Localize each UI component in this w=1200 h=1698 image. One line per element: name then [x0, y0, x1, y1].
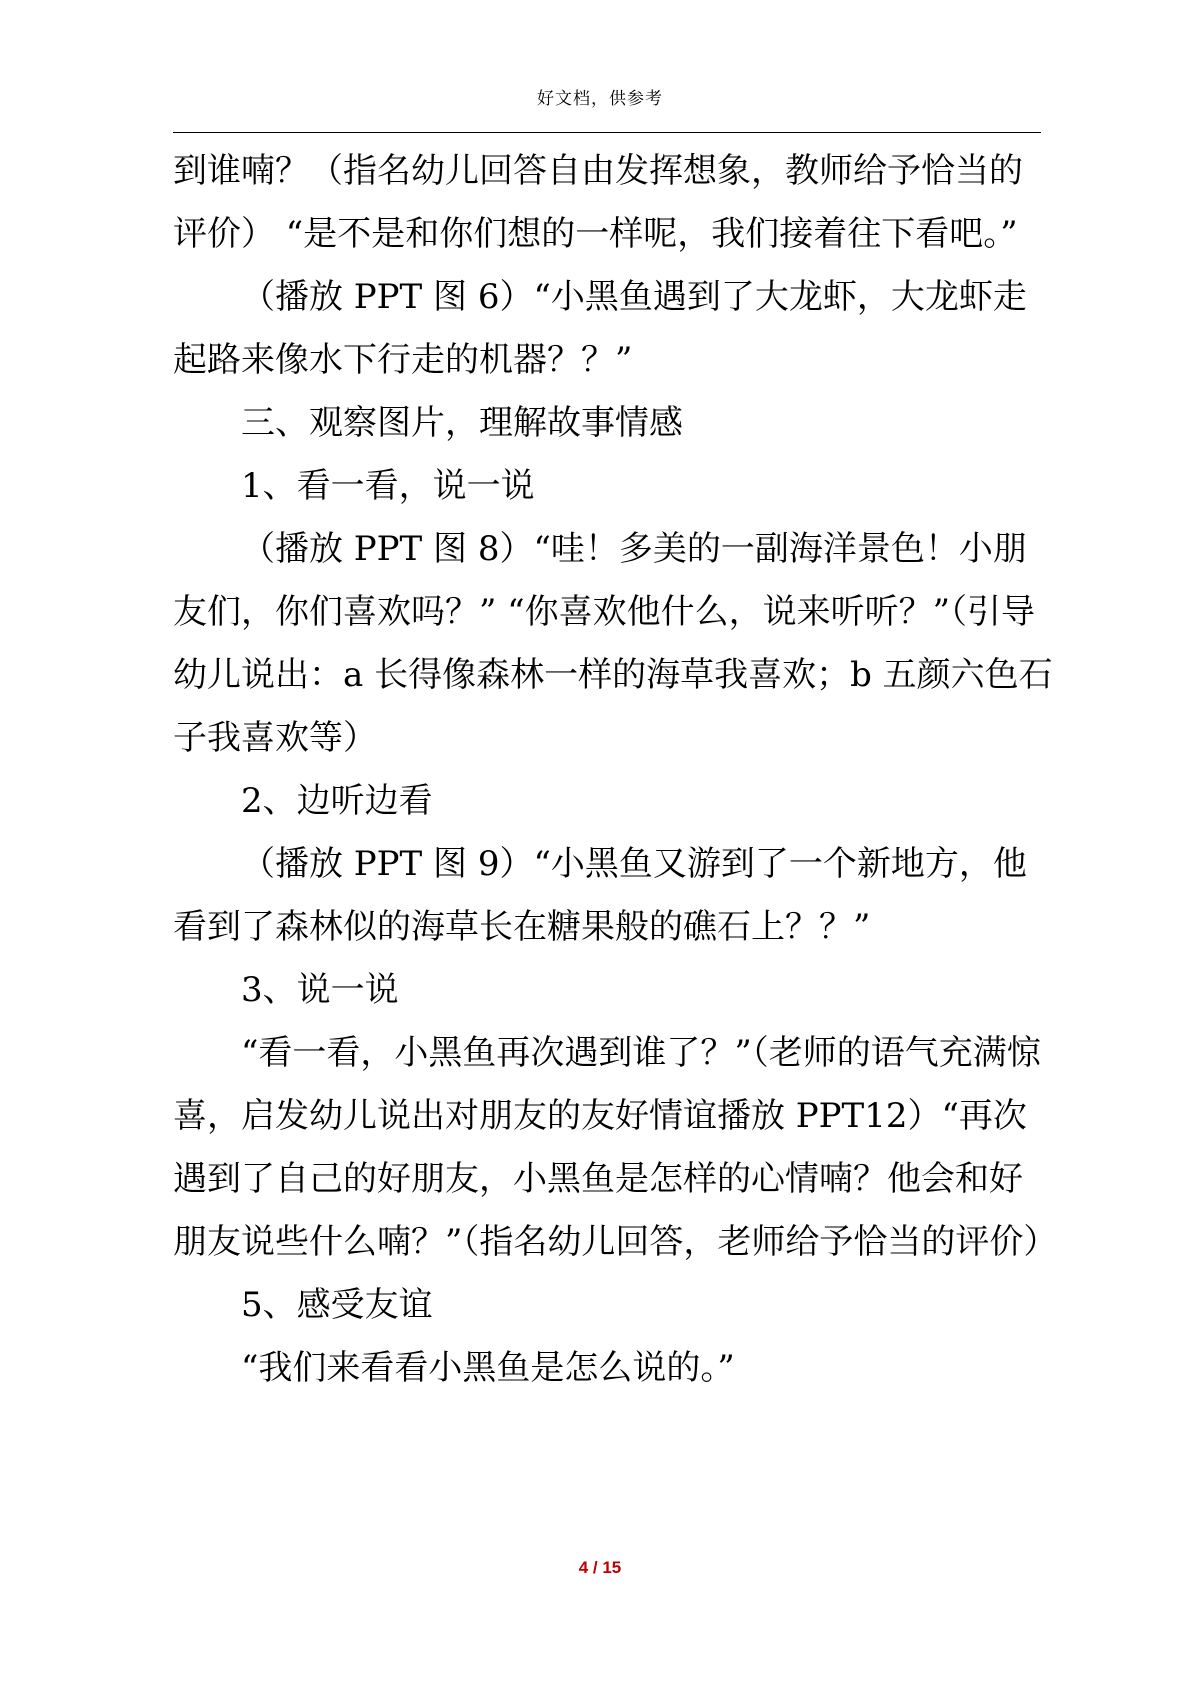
paragraph: 到谁喃？（指名幼儿回答自由发挥想象，教师给予恰当的评价） “是不是和你们想的一样呢，我们接着往下看吧。”	[173, 151, 1023, 254]
subsection-heading: 2、边听边看	[241, 781, 433, 821]
paragraph: （播放 PPT 图 6）“小黑鱼遇到了大龙虾，大龙虾走起路来像水下行走的机器？？”	[173, 277, 1027, 380]
paragraph: “我们来看看小黑鱼是怎么说的。”	[241, 1348, 735, 1388]
page-number: 4 / 15	[578, 1558, 622, 1577]
subsection-heading: 1、看一看，说一说	[241, 466, 535, 506]
subsection-heading: 3、说一说	[241, 970, 399, 1010]
document-body	[173, 140, 1058, 1400]
paragraph: （播放 PPT 图 9）“小黑鱼又游到了一个新地方，他看到了森林似的海草长在糖果般的礁石上？？”	[173, 844, 1027, 947]
section-heading: 三、观察图片，理解故事情感	[241, 403, 683, 443]
page-header: 好文档，供参考	[537, 89, 663, 109]
subsection-heading: 5、感受友谊	[241, 1285, 433, 1325]
paragraph: （播放 PPT 图 8）“哇！多美的一副海洋景色！小朋友们，你们喜欢吗？” “你喜欢他什么，说来听听？”（引导幼儿说出：a 长得像森林一样的海草我喜欢；b 五颜六色石子我喜欢等）	[173, 529, 1053, 758]
header-divider	[173, 132, 1041, 133]
paragraph: “看一看，小黑鱼再次遇到谁了？”（老师的语气充满惊喜，启发幼儿说出对朋友的友好情谊播放 PPT12）“再次遇到了自己的好朋友，小黑鱼是怎样的心情喃？他会和好朋友说些什么喃？”（指名幼儿回答，老师给予恰当的评价）	[173, 1033, 1058, 1262]
